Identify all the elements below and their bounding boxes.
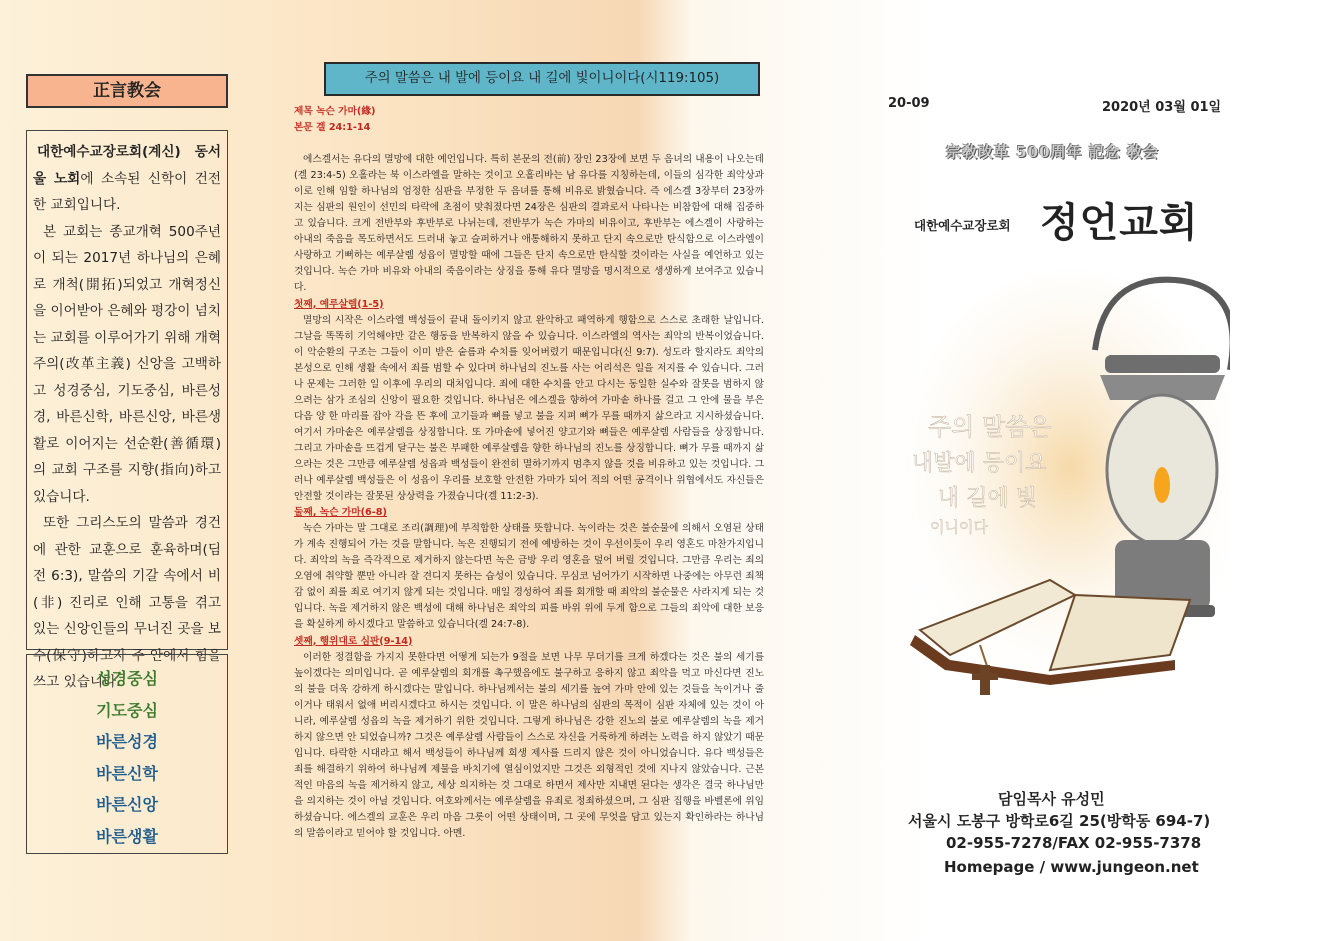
intro-paragraph-2: 본 교회는 종교개혁 500주년이 되는 2017년 하나님의 은혜로 개척(開拓)되었고 개혁정신을 이어받아 은혜와 평강이 넘치는 교회를 이루어가기 위해 개혁주의(改革主義) 신앙을 고백하고 성경중심, 기도중심, 바른성경, 바른신학, 바른신앙, 바른생활로 이어지는 선순환(善循環)의 교회 구조를 지향(指向)하고 있습니다.: [33, 223, 221, 505]
sermon-point-3-heading: 셋째, 행위대로 심판(9-14): [294, 635, 413, 647]
calligraphy-line: 내 길에 빛: [938, 486, 1037, 511]
sermon-point-2-body: 녹슨 가마는 말 그대로 조리(調理)에 부적합한 상태를 뜻합니다. 녹이라는 것은 불순물에 의해서 오염된 상태가 계속 진행되어 가는 것을 말합니다. 녹은 진행되기 전에 예방하는 것이 우선이듯이 우리 영혼도 마찬가지입니다. 죄악의 녹을 즉각적으로 제거하지 않는다면 녹은 금방 우리 영혼을 덮어 버릴 것입니다. 그만큼 우리는 죄의 오염에 취약할 뿐만 아니라 잘 견디지 못하는 습성이 있습니다. 무심코 넘어가기 시작하면 나중에는 아무런 죄책감 없이 죄를 죄로 여기지 않게 되는 것입니다. 매일 경성하여 죄를 회개할 때 죄악의 불순물은 사라지게 되는 것입니다. 녹을 제거하지 않은 백성에 대해 하나님은 죄악의 피를 바위 위에 두게 함으로 그들의 죄악에 대한 보응을 확실하게 하시겠다고 말씀하고 있습니다(겔 24:7-8).: [294, 523, 764, 631]
church-name-hanja-box: [26, 74, 228, 108]
sermon-text: 본문 겔 24:1-14: [294, 122, 371, 134]
sermon-intro: 에스겔서는 유다의 멸망에 대한 예언입니다. 특히 본문의 전(前) 장인 23장에 보면 두 음녀의 내용이 나오는데(겔 23:4-5) 오홀라는 북 이스라엘을 말하는 것이고 오홀리바는 남 유다를 지칭하는데, 이들의 심각한 죄악상과 이로 인해 임할 하나님의 엄정한 심판을 부정한 두 음녀를 통해 비유로 밝혔습니다. 즉 에스겔 3장부터 23장까지는 심판의 원인이 선민의 타락에 초점이 맞춰졌다면 24장은 심판의 결과로서 나타나는 비참함에 대해 집중하고 있습니다. 크게 전반부와 후반부로 나뉘는데, 전반부가 녹슨 가마의 비유이고, 후반부는 에스겔이 사랑하는 아내의 죽음을 목도하면서도 드러내 놓고 슬퍼하거나 애통해하지 못하고 단지 속으로만 탄식함으로 이스라엘이 사랑하고 기뻐하는 예루살렘 성읍이 멸망할 때에 그들은 단지 속으로만 탄식할 것이라는 사실을 예언하고 있는 것입니다. 녹슨 가마 비유와 아내의 죽음이라는 상징을 통해 유다 멸망을 명시적으로 생생하게 보여주고 있습니다.: [294, 154, 764, 294]
motto-item: 바른생활: [96, 826, 158, 846]
sermon-point-3-body: 이러한 정결함을 가지지 못한다면 어떻게 되는가 9절을 보면 나무 무더기를 크게 하겠다는 것은 불의 세기를 높이겠다는 의미입니다. 곧 예루살렘의 회개를 촉구했음에도 불구하고 응하지 않고 죄악을 먹고 마신다면 진노의 불을 더욱 강하게 하시겠다는 말입니다. 하나님께서는 불의 세기를 높여 가마 안에 있는 것들을 녹이거나 줄이거나 태워서 없애 버리시겠다고 하시는 것입니다. 이 말은 하나님의 심판의 목적이 심판 자체에 있는 것이 아니라, 예루살렘 성읍의 녹을 제거하기 위한 것입니다. 그렇게 하나님은 강한 진노의 불로 예루살렘의 녹을 제거하지 않으면 안 되었습니까? 그것은 예루살렘 사람들이 스스로 자신을 거룩하게 하려는 노력을 하지 않았기 때문입니다. 타락한 시대라고 해서 백성들이 하나님께 희생 제사를 드리지 않은 것이 아니었습니다. 유다 백성들은 죄를 해결하기 위하여 하나님께 제물을 바치기에 열심이었지만 그것은 외형적인 것에 지나지 않았습니다. 근본적인 마음의 녹을 제거하지 않고, 세상 의지하는 것 그대로 하면서 제사만 지내면 된다는 생각은 결국 하나님만을 의지하는 것이 아닐 것입니다. 여호와께서는 예루살렘을 유죄로 정죄하셨으며, 그 심판 집행을 바벨론에 위임하셨습니다. 에스겔의 교훈은 우리 마음 그릇이 어떤 상태이며, 그 곳에 무엇을 담고 있는지 확인하라는 하나님의 말씀이라고 믿어야 할 것입니다. 아멘.: [294, 651, 764, 840]
sermon-point-1-heading: 첫째, 예루살렘(1-5): [294, 298, 384, 310]
lantern-flame: [1154, 467, 1170, 503]
bulletin-date: 2020년 03월 01일: [1102, 100, 1222, 115]
denomination-label: 대한예수교장로회: [914, 218, 1011, 233]
lantern-top: [1105, 355, 1220, 373]
church-name-hanja: 正言教会: [93, 81, 161, 101]
motto-item: 바른신학: [96, 763, 158, 783]
senior-pastor: 담임목사 유성민: [998, 790, 1105, 808]
church-homepage: Homepage / www.jungeon.net: [944, 858, 1199, 876]
church-address: 서울시 도봉구 방학로6길 25(방학동 694-7): [908, 812, 1211, 830]
church-phone: 02-955-7278/FAX 02-955-7378: [946, 834, 1202, 852]
church-name: 정언교회: [1040, 200, 1199, 246]
motto-item: 바른성경: [96, 732, 158, 751]
sermon-title: 제목 녹슨 가마(緣): [294, 106, 376, 117]
motto-item: 성경중심: [96, 669, 158, 688]
sermon-point-1-body: 멸망의 시작은 이스라엘 백성들이 끝내 돌이키지 않고 완악하고 패역하게 행함으로 스스로 초래한 날입니다. 그날을 똑똑히 기억해야만 같은 행동을 반복하지 않을 수 있습니다. 이스라엘의 역사는 죄악의 반복이었습니다. 이 악순환의 구조는 그들이 이미 받은 숱름과 수치를 잊어버렸기 때문입니다(신 9:7). 성도라 할지라도 죄악의 본성으로 인해 생활 속에서 죄를 범할 수 있다며 하나님의 진노를 사는 어리석은 일을 저지를 수 있습니다. 그러나 문제는 그러한 일 이후에 우리의 대처입니다. 죄에 대한 수치를 안고 다시는 동일한 실수와 잘못을 범하지 않으려는 삼가 조심의 신앙이 필요한 것입니다. 하나님은 에스겔을 향하여 가마솥 하나를 걸고 그 안에 물을 부은 다음 양 한 마리를 잡아 각을 뜬 후에 고기들과 뼈를 넣고 불을 지펴 뼈가 무를 때까지 삶으라고 지시하셨습니다. 여기서 가마솥은 예루살렘을 상징합니다. 또 가마솥에 넣어진 양고기와 뼈들은 예루살렘 사람들을 상징합니다. 그리고 가마솥을 뜨겁게 달구는 불은 부패한 예루살렘을 향한 하나님의 진노를 상징합니다. 뼈가 무를 때까지 삶으라는 것은 그만큼 예루살렘 성읍과 백성들이 완전히 멸하기까지 멈추지 않을 것을 비유하고 있는 것입니다. 그러나 예루살렘 백성들은 이 성읍이 우리를 보호할 안전한 가마가 되어 적의 어떤 공격이나 위협에서도 자신들은 안전할 것이라는 잘못된 상상력을 가졌습니다(겔 11:2-3).: [294, 314, 764, 503]
issue-number: 20-09: [888, 96, 930, 111]
sermon-body: [294, 104, 764, 842]
intro-paragraph-1: [33, 139, 221, 219]
calligraphy-line: 이니이다: [930, 518, 988, 536]
calligraphy-line: 주의 말씀은: [928, 413, 1052, 441]
motto-item: 기도중심: [96, 700, 158, 720]
motto-item: 바른신앙: [96, 795, 158, 814]
intro-rest: 에 소속된 신학이 건전한 교회입니다.: [33, 170, 221, 213]
sermon-point-2-heading: 둘째, 녹슨 가마(6-8): [294, 507, 387, 519]
church-introduction: [26, 130, 228, 690]
intro-denomination: 대한예수교장로회(계신) 동서울 노회: [33, 144, 221, 187]
lantern-bible-illustration: [900, 260, 1230, 710]
church-mottos: [26, 654, 228, 854]
theme-verse: 주의 말씀은 내 발에 등이요 내 길에 빛이니이다(시119:105): [364, 71, 720, 86]
calligraphy-line: 내발에 등이요: [912, 451, 1047, 476]
reformation-banner: 宗敎改革 500周年 記念 敎会: [946, 143, 1159, 161]
intro-paragraph-3: 또한 그리스도의 말씀과 경건에 관한 교훈으로 훈육하며(딤전 6:3), 말씀의 기갈 속에서 비(非) 진리로 인해 고통을 겪고 있는 신앙인들의 무너진 곳을 보수(保守)하고자 주 안에서 힘을 쓰고 있습니다.: [33, 515, 221, 690]
theme-verse-box: [324, 62, 760, 96]
